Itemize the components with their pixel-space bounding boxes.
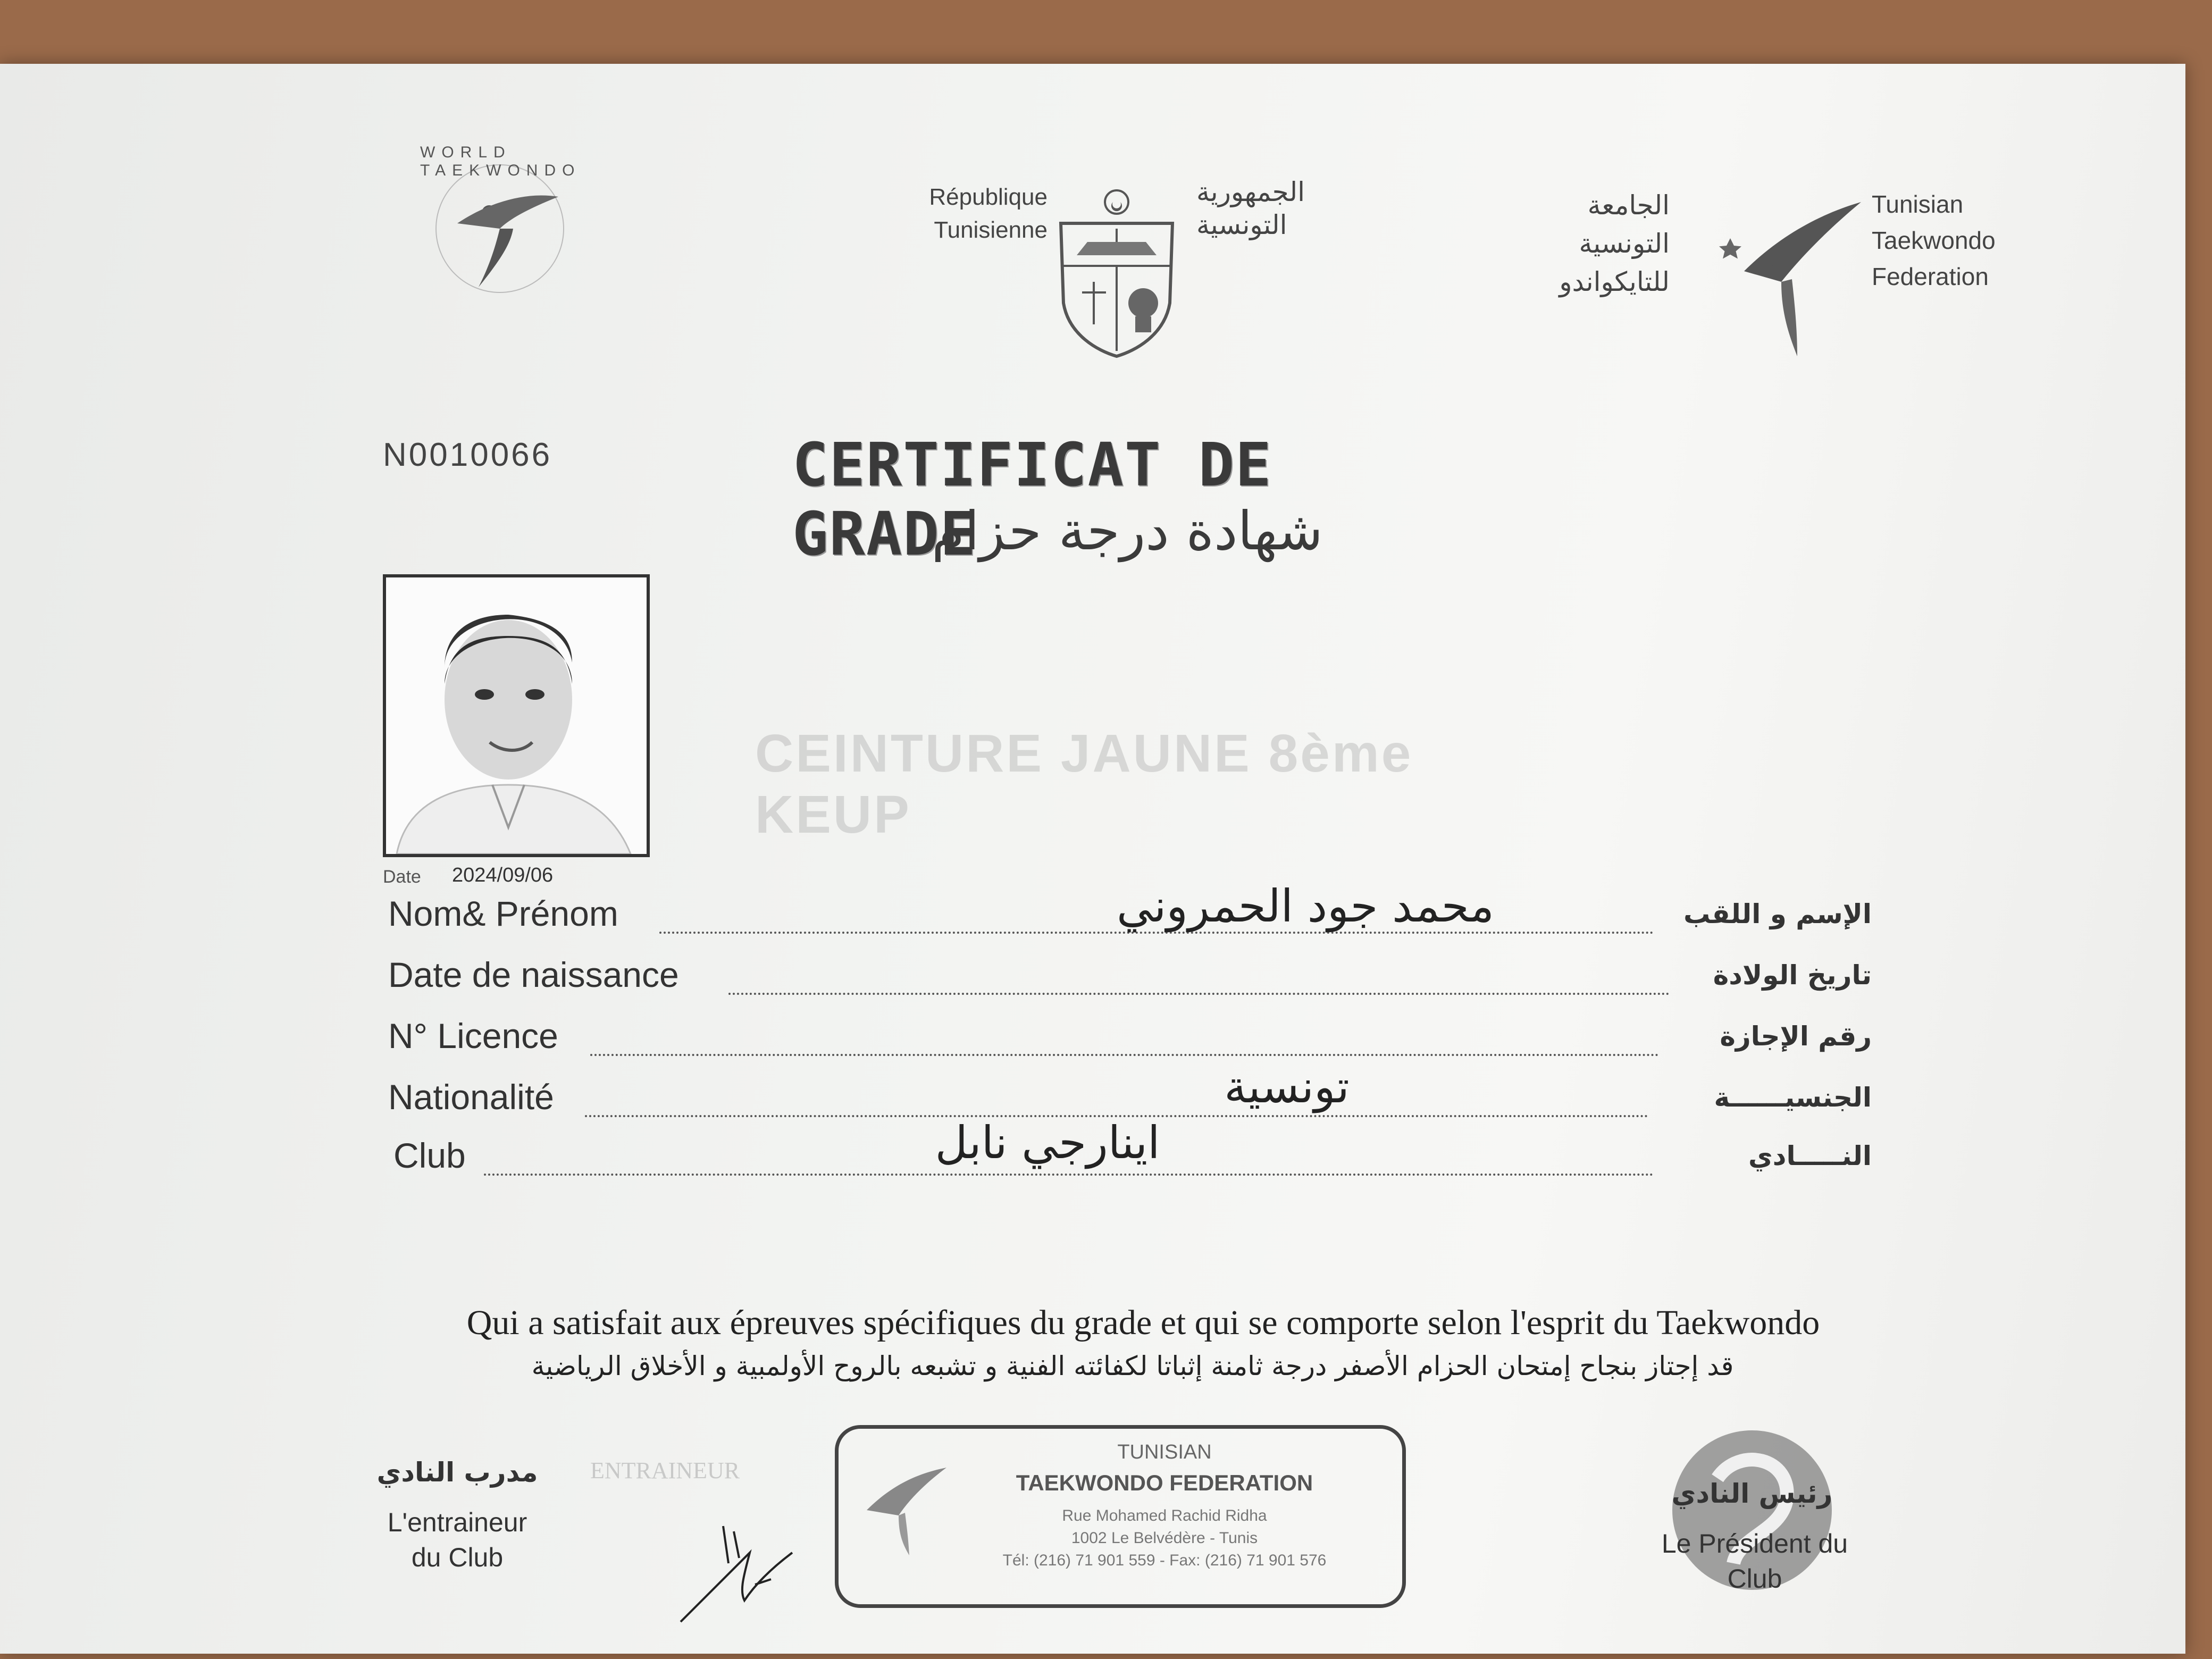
field-label-fr: Date de naissance <box>388 955 679 994</box>
tunisian-taekwondo-federation-logo <box>1702 191 1861 367</box>
republic-fr-line2: Tunisienne <box>934 217 1048 243</box>
holder-photo <box>383 574 650 857</box>
field-label-ar: الإسم و اللقب <box>1683 899 1872 929</box>
portrait-image <box>386 577 647 854</box>
federation-ar-line3: للتايكواندو <box>1559 266 1670 297</box>
president-label-fr <box>1627 1526 1882 1596</box>
coach-signature-icon <box>665 1521 803 1627</box>
certificate-title-fr: CERTIFICAT DE GRADE <box>792 431 1272 569</box>
photo-date-label: Date <box>383 867 421 887</box>
world-taekwondo-text: WORLD TAEKWONDO <box>420 144 581 179</box>
field-label-fr: Nom& Prénom <box>388 894 618 933</box>
field-label-ar: النـــــادي <box>1748 1141 1872 1171</box>
field-dotted-line <box>484 1174 1654 1176</box>
federation-en-line2: Taekwondo <box>1872 227 1996 254</box>
coach-label-fr <box>362 1505 553 1575</box>
republic-fr <box>899 181 1048 247</box>
tunisia-coat-of-arms-icon <box>1050 186 1183 362</box>
president-label-fr-line1: Le Président du <box>1661 1529 1848 1559</box>
coach-label-ar: مدرب النادي <box>376 1457 538 1488</box>
field-value: اينارجي نابل <box>935 1117 1160 1169</box>
president-label-ar: رئيس النادي <box>1671 1478 1833 1509</box>
republic-fr-line1: République <box>929 184 1048 210</box>
stamp-address <box>952 1505 1377 1572</box>
grade-text-faint: CEINTURE JAUNE 8ème KEUP <box>755 724 1413 844</box>
republic-ar-line1: الجمهورية <box>1196 177 1305 207</box>
coach-stamp-faint: ENTRAINEUR <box>590 1457 740 1484</box>
field-label-ar: رقم الإجازة <box>1720 1021 1872 1052</box>
coach-label-fr-line2: du Club <box>411 1543 504 1572</box>
federation-en <box>1872 186 2031 295</box>
federation-ar-line1: الجامعة <box>1587 190 1670 221</box>
stamp-line1: TUNISIAN <box>1117 1441 1212 1463</box>
field-label-ar: الجنسيــــــة <box>1714 1082 1872 1113</box>
federation-ar-line2: التونسية <box>1579 228 1670 259</box>
certificate-paper <box>0 64 2185 1654</box>
field-label-fr: Nationalité <box>388 1077 554 1117</box>
field-label-fr: N° Licence <box>388 1016 558 1055</box>
federation-ar <box>1494 186 1670 301</box>
field-dotted-line <box>728 993 1670 995</box>
statement-fr: Qui a satisfait aux épreuves spécifiques du grade et qui se comporte selon l'esprit du Taekwondo <box>466 1303 1820 1342</box>
certificate-title-ar: شهادة درجة حزام <box>932 500 1323 562</box>
statement-ar: قد إجتاز بنجاح إمتحان الحزام الأصفر درجة ثامنة إثباتا لكفائته الفنية و تشبعه بالروح الأولمبية و الأخلاق الرياضية <box>531 1351 1734 1381</box>
federation-en-line1: Tunisian <box>1872 190 1964 218</box>
field-value: محمد جود الحمروني <box>1116 880 1495 932</box>
republic-ar <box>1196 175 1351 241</box>
president-label-fr-line2: Club <box>1727 1564 1782 1594</box>
stamp-federation-logo <box>861 1457 946 1558</box>
field-label-fr: Club <box>393 1136 466 1175</box>
certificate-number: N0010066 <box>383 437 552 473</box>
field-label-ar: تاريخ الولادة <box>1713 960 1872 991</box>
coach-label-fr-line1: L'entraineur <box>387 1507 527 1537</box>
field-dotted-line <box>590 1054 1659 1056</box>
stamp-line4: 1002 Le Belvédère - Tunis <box>1071 1529 1258 1547</box>
republic-ar-line2: التونسية <box>1196 210 1287 240</box>
stamp-line2: TAEKWONDO FEDERATION <box>1016 1470 1313 1495</box>
stamp-line5: Tél: (216) 71 901 559 - Fax: (216) 71 901 576 <box>1002 1552 1327 1569</box>
stamp-line3: Rue Mohamed Rachid Ridha <box>1062 1507 1267 1524</box>
field-value: تونسية <box>1224 1061 1350 1113</box>
federation-en-line3: Federation <box>1872 263 1989 290</box>
photo-date: 2024/09/06 <box>452 864 554 886</box>
